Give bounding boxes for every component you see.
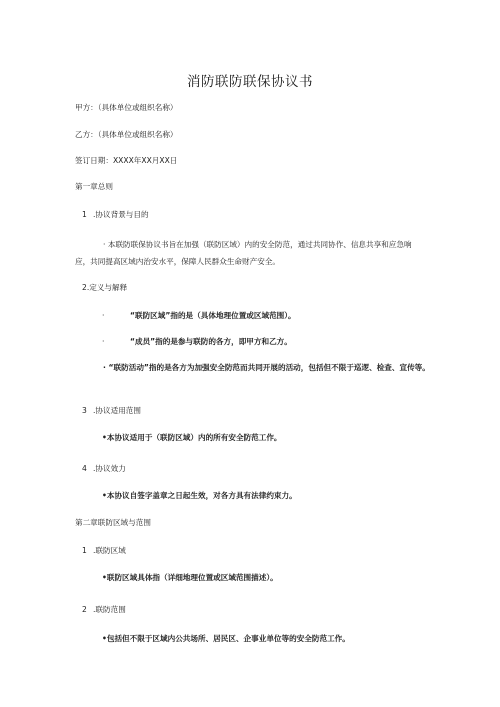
bullet-dot: · (103, 363, 106, 372)
chapter1-section2-title: 2.定义与解释 (82, 283, 128, 292)
definition2-bullet: · (102, 337, 105, 346)
chapter2-section1-number: 1 (82, 546, 87, 555)
chapter1-section3-number: 3 (82, 406, 87, 415)
chapter1-section4-number: 4 (82, 464, 87, 473)
chapter2-section2-number: 2 (82, 605, 87, 614)
chapter1-section4-text: •本协议自签字盖章之日起生效，对各方具有法律约束力。 (102, 491, 297, 500)
sign-date: 签订日期：XXXX年XX月XX日 (75, 156, 178, 165)
chapter2-section1-text: •联防区域具体指（详细地理位置或区域范围描述）。 (102, 573, 278, 582)
chapter1-section1-number: 1 (82, 210, 87, 219)
chapter1-section1-title: .协议背景与目的 (93, 210, 149, 219)
definition3-text: “联防活动”指的是各方为加强安全防范而共同开展的活动，包括但不限于巡逻、检查、宣传等。 (108, 363, 430, 372)
chapter1-section3-title: .协议适用范围 (93, 406, 141, 415)
document-title: 消防联防联保协议书 (187, 74, 313, 90)
bullet-dot: · (103, 240, 106, 249)
definition1-bullet: · (102, 311, 105, 320)
definition1-text: “联防区域”指的是（具体地理位置或区域范围）。 (130, 311, 296, 320)
chapter1-section3-text: •本协议适用于（联防区域）内的所有安全防范工作。 (102, 433, 282, 442)
definition3-paragraph (75, 359, 435, 376)
definition2-text: “成员”指的是参与联防的各方，即甲方和乙方。 (130, 337, 292, 346)
chapter2-section2-text: •包括但不限于区域内公共场所、居民区、企事业单位等的安全防范工作。 (102, 634, 350, 643)
chapter1-section4-title: .协议效力 (93, 464, 126, 473)
paragraph-text: 本联防联保协议书旨在加强（联防区域）内的安全防范，通过共同协作、信息共享和应急响应，共同提高区域内治安水平，保障人民群众生命财产安全。 (75, 240, 412, 266)
chapter1-section1-paragraph (75, 236, 425, 270)
chapter2-section1-title: .联防区域 (93, 546, 126, 555)
chapter1-heading: 第一章总则 (75, 182, 113, 191)
party-b: 乙方：（具体单位或组织名称） (75, 130, 178, 139)
chapter2-section2-title: .联防范围 (93, 605, 126, 614)
chapter2-heading: 第二章联防区域与范围 (75, 518, 151, 527)
party-a: 甲方：（具体单位或组织名称） (75, 103, 178, 112)
